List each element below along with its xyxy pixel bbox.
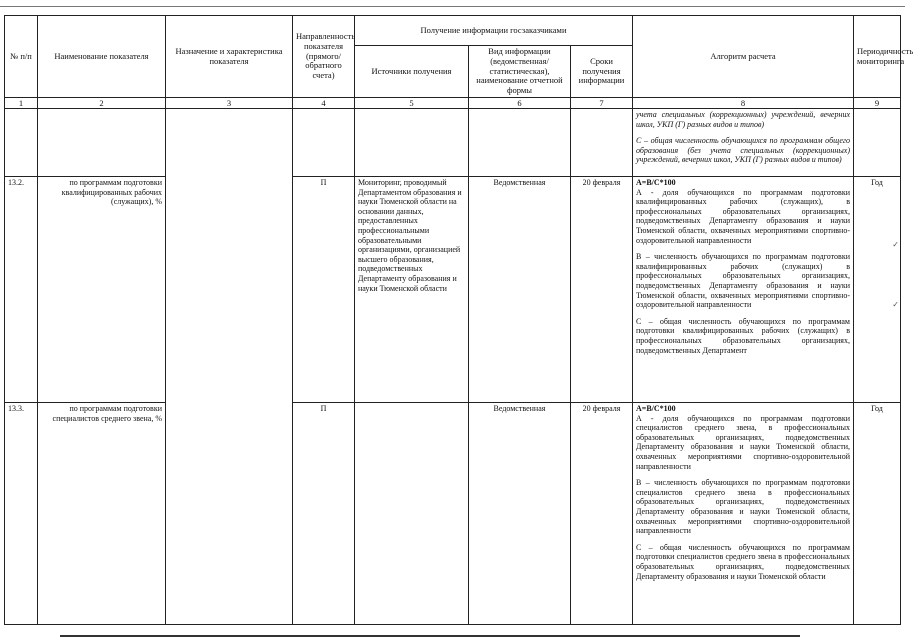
continuation-row (5, 109, 901, 177)
scan-edge-bottom (60, 635, 800, 637)
header-direction: Направленность показателя (прямого/обратного счета) (293, 16, 355, 98)
header-algorithm: Алгоритм расчета (633, 16, 854, 98)
direction: П (293, 403, 355, 625)
c-definition: С – общая численность обучающихся по программам подготовки специалистов среднего звена в профессиональных образовательных организациях, подведомственных Департаменту образования и науки Тюменской области (636, 542, 850, 581)
table-row (5, 177, 901, 403)
deadline: 20 февраля (571, 403, 633, 625)
source: Мониторинг, проводимый Департаментом образования и науки Тюменской области на основании данных, предоставленных профессиональными образовательными организациями, организацией высшего образования, подведомственных Департаменту образования и науки Тюменской области (355, 177, 469, 403)
col-number: 9 (854, 98, 901, 109)
header-periodicity: Периодичность мониторинга (854, 16, 901, 98)
header-purpose: Назначение и характеристика показателя (166, 16, 293, 98)
info-type: Ведомственная (469, 177, 571, 403)
purpose-cell (166, 109, 293, 625)
source (355, 403, 469, 625)
direction: П (293, 177, 355, 403)
col-number: 2 (38, 98, 166, 109)
b-definition: В – численность обучающихся по программам подготовки специалистов среднего звена в профессиональных образовательных организациях, подведомственных Департаменту образования и науки Тюменской области, охваченных мероприятиями спортивно-оздоровительной направленности (636, 478, 850, 536)
info-type: Ведомственная (469, 403, 571, 625)
col-number: 8 (633, 98, 854, 109)
header-row-1 (5, 16, 901, 46)
col-number: 5 (355, 98, 469, 109)
indicator-name: по программам подготовки специалистов среднего звена, % (38, 403, 166, 625)
c-definition: С – общая численность обучающихся по программам подготовки квалифицированных рабочих (служащих) в профессиональных образовательных организациях, подведомственных Департамент (636, 316, 850, 355)
col-number: 1 (5, 98, 38, 109)
col-number: 4 (293, 98, 355, 109)
a-definition: А - доля обучающихся по программам подготовки специалистов среднего звена, в профессиональных образовательных организациях, подведомственных Департаменту образования и науки Тюменской области, охваченных мероприятиями спортивно-оздоровительной направленности (636, 413, 850, 471)
header-sources: Источники получения (355, 46, 469, 98)
indicator-name: по программам подготовки квалифицированных рабочих (служащих), % (38, 177, 166, 403)
formula: А=В/С*100 (636, 178, 676, 187)
header-num: № п/п (5, 16, 38, 98)
row-number: 13.3. (5, 403, 38, 625)
table-row (5, 403, 901, 625)
periodicity: Год (854, 403, 901, 625)
col-number: 6 (469, 98, 571, 109)
header-deadline: Сроки получения информации (571, 46, 633, 98)
algorithm-continuation (633, 109, 854, 177)
column-number-row (5, 98, 901, 109)
c-definition-prev: С – общая численность обучающихся по программам общего образования (без учета специальных (коррекционных) учреждений, вечерних школ, УКП (Г) разных видов и типов) (636, 136, 850, 165)
col-number: 7 (571, 98, 633, 109)
scan-mark: ✓ (892, 240, 899, 249)
col-number: 3 (166, 98, 293, 109)
scan-mark: ✓ (892, 300, 899, 309)
scan-edge-top (0, 6, 905, 7)
algorithm (633, 403, 854, 625)
indicator-table (4, 15, 913, 625)
header-info-group: Получение информации госзаказчиками (355, 16, 633, 46)
header-info-type: Вид информации (ведомственная/ статистическая), наименование отчетной формы (469, 46, 571, 98)
continuation-text: учета специальных (коррекционных) учреждений, вечерних школ, УКП (Г) разных видов и типов) (636, 110, 850, 129)
b-definition: В – численность обучающихся по программам подготовки квалифицированных рабочих (служащих) в профессиональных образовательных организациях, подведомственных Департаменту образования и науки Тюменской области, охваченных мероприятиями спортивно-оздоровительной направленности (636, 252, 850, 310)
deadline: 20 февраля (571, 177, 633, 403)
formula: А=В/С*100 (636, 404, 676, 413)
periodicity: Год (854, 177, 901, 403)
a-definition: А - доля обучающихся по программам подготовки квалифицированных рабочих (служащих), в профессиональных образовательных организациях, подведомственных Департаменту образования и науки Тюменской области, охваченных мероприятиями спортивно-оздоровительной направленности (636, 187, 850, 245)
row-number: 13.2. (5, 177, 38, 403)
algorithm (633, 177, 854, 403)
header-name: Наименование показателя (38, 16, 166, 98)
